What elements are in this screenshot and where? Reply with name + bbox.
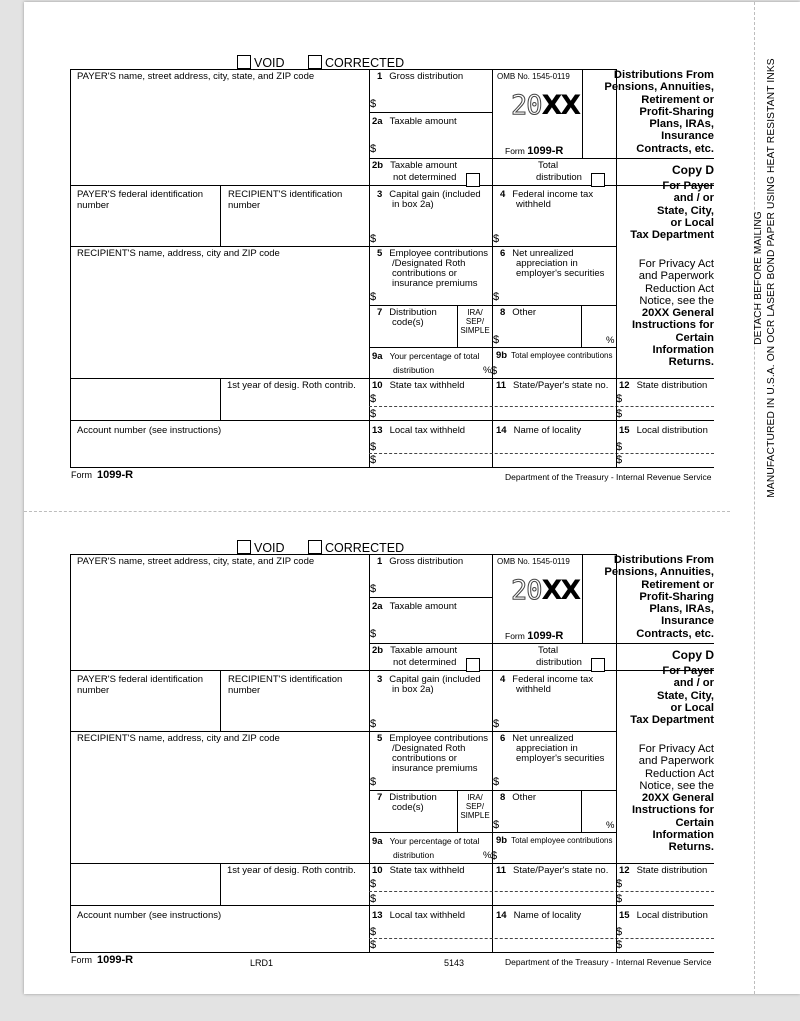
- box3-label: 3 Capital gain (included: [377, 189, 481, 200]
- omb-number: OMB No. 1545-0119: [497, 557, 570, 566]
- box5-label: 5 Employee contributions: [377, 248, 489, 259]
- box12-label: 12 State distribution: [619, 380, 708, 391]
- total-distribution-label: Total: [538, 160, 559, 171]
- box9b-dollar: $: [491, 365, 498, 377]
- rule: [70, 69, 617, 70]
- dashed-divider: [369, 938, 714, 939]
- box5-dollar: $: [370, 776, 377, 788]
- recipient-tin-label: RECIPIENT'S identification number: [228, 189, 343, 211]
- corrected-label: CORRECTED: [325, 56, 405, 70]
- box9a-label-line2: distribution: [393, 850, 435, 860]
- account-number-label: Account number (see instructions): [77, 425, 222, 436]
- recipient-name-label: RECIPIENT'S name, address, city and ZIP code: [77, 248, 280, 259]
- rule: [492, 69, 493, 467]
- rule: [70, 185, 714, 186]
- box6-label: 6 Net unrealized: [500, 733, 574, 744]
- box8-label: 8 Other: [500, 307, 537, 318]
- box5-dollar: $: [370, 291, 377, 303]
- box3-dollar: $: [370, 233, 377, 245]
- form-1099r-lower: [0, 485, 800, 985]
- box8-label: 8 Other: [500, 792, 537, 803]
- box9b-label: 9b Total employee contributions: [496, 835, 613, 846]
- box12-dollar-1: $: [616, 878, 623, 890]
- rule: [582, 554, 583, 643]
- rule: [70, 863, 714, 864]
- rule: [220, 185, 221, 246]
- rule: [220, 378, 221, 420]
- void-label: VOID: [254, 541, 285, 555]
- rule: [70, 670, 714, 671]
- rule: [70, 246, 617, 247]
- taxable-not-determined-checkbox[interactable]: [466, 173, 480, 187]
- box12-dollar-2: $: [616, 408, 623, 420]
- box15-dollar-2: $: [616, 454, 623, 466]
- box6-dollar: $: [493, 291, 500, 303]
- box13-label: 13 Local tax withheld: [372, 910, 466, 921]
- form-code-lrd: LRD1: [250, 958, 274, 968]
- box13-dollar-2: $: [370, 454, 377, 466]
- void-checkbox[interactable]: [237, 540, 251, 554]
- rule: [220, 670, 221, 731]
- account-number-label: Account number (see instructions): [77, 910, 222, 921]
- rule: [70, 731, 617, 732]
- box9a-percent: %: [483, 365, 492, 376]
- form-name-footer: Form 1099-R: [71, 469, 134, 481]
- box10-dollar-1: $: [370, 393, 377, 405]
- rule: [70, 554, 71, 952]
- box15-label: 15 Local distribution: [619, 910, 708, 921]
- void-checkbox-group[interactable]: [237, 55, 285, 70]
- box4-label-line2: withheld: [516, 684, 551, 695]
- rule: [581, 305, 582, 347]
- rule: [369, 158, 714, 159]
- form-title: Distributions From Pensions, Annuities, Retirement or Profit-Sharing Plans, IRAs, Insurance Contracts, etc.: [604, 69, 714, 155]
- rule: [70, 554, 617, 555]
- dashed-divider: [369, 453, 714, 454]
- box13-dollar-1: $: [370, 926, 377, 938]
- box8-percent: %: [606, 820, 615, 831]
- box1-label: 1 Gross distribution: [377, 71, 464, 82]
- box2a-dollar: $: [370, 143, 377, 155]
- rule: [70, 378, 714, 379]
- void-label: VOID: [254, 56, 285, 70]
- box4-label: 4 Federal income tax: [500, 189, 594, 200]
- tax-year: 20XX: [511, 575, 580, 606]
- box15-label: 15 Local distribution: [619, 425, 708, 436]
- box15-dollar-1: $: [616, 926, 623, 938]
- corrected-checkbox-group[interactable]: [308, 540, 404, 555]
- box8-dollar: $: [493, 819, 500, 831]
- total-distribution-checkbox[interactable]: [591, 173, 605, 187]
- form-code-number: 5143: [444, 958, 465, 968]
- box12-dollar-2: $: [616, 893, 623, 905]
- box3-dollar: $: [370, 718, 377, 730]
- box10-dollar-2: $: [370, 893, 377, 905]
- box12-label: 12 State distribution: [619, 865, 708, 876]
- detach-note: DETACH BEFORE MAILING: [753, 211, 764, 345]
- box9a-label: 9a Your percentage of total: [372, 351, 480, 362]
- box5-label-line3: contributions or: [392, 268, 457, 279]
- payer-name-label: PAYER'S name, street address, city, state, and ZIP code: [77, 71, 315, 82]
- form-title: Distributions From Pensions, Annuities, Retirement or Profit-Sharing Plans, IRAs, Insurance Contracts, etc.: [604, 554, 714, 640]
- taxable-not-determined-checkbox[interactable]: [466, 658, 480, 672]
- form-name-center: Form 1099-R: [505, 145, 564, 157]
- box6-dollar: $: [493, 776, 500, 788]
- box2b-label: 2b Taxable amount: [372, 160, 458, 171]
- dashed-divider: [369, 406, 714, 407]
- void-checkbox-group[interactable]: [237, 540, 285, 555]
- box9a-label-line2: distribution: [393, 365, 435, 375]
- box14-label: 14 Name of locality: [496, 425, 582, 436]
- box6-label-line2: appreciation in: [516, 258, 578, 269]
- box11-label: 11 State/Payer's state no.: [496, 380, 609, 391]
- box10-label: 10 State tax withheld: [372, 865, 465, 876]
- box10-dollar-1: $: [370, 878, 377, 890]
- void-checkbox[interactable]: [237, 55, 251, 69]
- box1-dollar: $: [370, 583, 377, 595]
- rule: [369, 112, 492, 113]
- tax-year: 20XX: [511, 90, 580, 121]
- rule: [369, 305, 617, 306]
- rule: [492, 554, 493, 952]
- rule: [581, 790, 582, 832]
- box3-label: 3 Capital gain (included: [377, 674, 481, 685]
- department-label: Department of the Treasury - Internal Revenue Service: [505, 957, 712, 967]
- box9a-percent: %: [483, 850, 492, 861]
- box7-label-line2: code(s): [392, 317, 424, 328]
- box2a-label: 2a Taxable amount: [372, 116, 457, 127]
- box2a-dollar: $: [370, 628, 377, 640]
- copy-d-recipient: For Payer and / or State, City, or Local Tax Department: [630, 665, 714, 727]
- box6-label: 6 Net unrealized: [500, 248, 574, 259]
- rule: [70, 69, 71, 467]
- corrected-label: CORRECTED: [325, 541, 405, 555]
- roth-year-label: 1st year of desig. Roth contrib.: [227, 865, 356, 876]
- box12-dollar-1: $: [616, 393, 623, 405]
- rule: [70, 952, 714, 953]
- dashed-divider: [369, 891, 714, 892]
- box1-dollar: $: [370, 98, 377, 110]
- box10-label: 10 State tax withheld: [372, 380, 465, 391]
- ira-sep-simple-label: IRA/ SEP/ SIMPLE: [460, 308, 490, 335]
- box2b-label-line2: not determined: [393, 172, 457, 183]
- rule: [369, 643, 714, 644]
- payer-name-label: PAYER'S name, street address, city, state, and ZIP code: [77, 556, 315, 567]
- manufacturing-note: MANUFACTURED IN U.S.A. ON OCR LASER BOND PAPER USING HEAT RESISTANT INKS: [766, 58, 777, 498]
- box9b-dollar: $: [491, 850, 498, 862]
- box5-label-line4: insurance premiums: [392, 278, 478, 289]
- roth-year-label: 1st year of desig. Roth contrib.: [227, 380, 356, 391]
- rule: [369, 347, 617, 348]
- box9b-label: 9b Total employee contributions: [496, 350, 613, 361]
- box3-label-line2: in box 2a): [392, 684, 434, 695]
- total-distribution-label: Total: [538, 645, 559, 656]
- box2b-label-line2: not determined: [393, 657, 457, 668]
- rule: [369, 597, 492, 598]
- corrected-checkbox[interactable]: [308, 540, 322, 554]
- form-name-footer: Form 1099-R: [71, 954, 134, 966]
- corrected-checkbox[interactable]: [308, 55, 322, 69]
- box4-dollar: $: [493, 718, 500, 730]
- copy-d-title: Copy D: [672, 163, 714, 177]
- rule: [70, 420, 714, 421]
- box9a-label: 9a Your percentage of total: [372, 836, 480, 847]
- box2a-label: 2a Taxable amount: [372, 601, 457, 612]
- box13-label: 13 Local tax withheld: [372, 425, 466, 436]
- box5-label-line2: /Designated Roth: [392, 258, 466, 269]
- form-name-center: Form 1099-R: [505, 630, 564, 642]
- box4-label-line2: withheld: [516, 199, 551, 210]
- recipient-name-label: RECIPIENT'S name, address, city and ZIP code: [77, 733, 280, 744]
- payer-tin-label: PAYER'S federal identification number: [77, 674, 204, 696]
- box4-dollar: $: [493, 233, 500, 245]
- ira-sep-simple-label: IRA/ SEP/ SIMPLE: [460, 793, 490, 820]
- instructions-reference: 20XX General Instructions for Certain Information Returns.: [631, 307, 714, 369]
- box5-label-line3: contributions or: [392, 753, 457, 764]
- box7-label-line2: code(s): [392, 802, 424, 813]
- corrected-checkbox-group[interactable]: [308, 55, 404, 70]
- privacy-act-notice: For Privacy Act and Paperwork Reduction Act Notice, see the: [638, 258, 714, 307]
- box11-label: 11 State/Payer's state no.: [496, 865, 609, 876]
- box2b-label: 2b Taxable amount: [372, 645, 458, 656]
- rule: [369, 832, 617, 833]
- department-label: Department of the Treasury - Internal Revenue Service: [505, 472, 712, 482]
- box13-dollar-1: $: [370, 441, 377, 453]
- rule: [220, 863, 221, 905]
- omb-number: OMB No. 1545-0119: [497, 72, 570, 81]
- box4-label: 4 Federal income tax: [500, 674, 594, 685]
- box13-dollar-2: $: [370, 939, 377, 951]
- rule: [369, 790, 617, 791]
- box15-dollar-1: $: [616, 441, 623, 453]
- copy-d-recipient: For Payer and / or State, City, or Local Tax Department: [630, 180, 714, 242]
- box5-label-line4: insurance premiums: [392, 763, 478, 774]
- rule: [582, 69, 583, 158]
- box8-percent: %: [606, 335, 615, 346]
- box10-dollar-2: $: [370, 408, 377, 420]
- rule: [70, 467, 714, 468]
- box3-label-line2: in box 2a): [392, 199, 434, 210]
- box8-dollar: $: [493, 334, 500, 346]
- box14-label: 14 Name of locality: [496, 910, 582, 921]
- box5-label: 5 Employee contributions: [377, 733, 489, 744]
- box6-label-line3: employer's securities: [516, 753, 605, 764]
- rule: [70, 905, 714, 906]
- box7-label: 7 Distribution: [377, 792, 437, 803]
- box7-label: 7 Distribution: [377, 307, 437, 318]
- box5-label-line2: /Designated Roth: [392, 743, 466, 754]
- form-1099r-upper: [0, 0, 800, 500]
- recipient-tin-label: RECIPIENT'S identification number: [228, 674, 343, 696]
- privacy-act-notice: For Privacy Act and Paperwork Reduction Act Notice, see the: [638, 743, 714, 792]
- total-distribution-label-line2: distribution: [536, 657, 582, 668]
- total-distribution-checkbox[interactable]: [591, 658, 605, 672]
- copy-d-title: Copy D: [672, 648, 714, 662]
- box15-dollar-2: $: [616, 939, 623, 951]
- total-distribution-label-line2: distribution: [536, 172, 582, 183]
- box6-label-line3: employer's securities: [516, 268, 605, 279]
- box6-label-line2: appreciation in: [516, 743, 578, 754]
- payer-tin-label: PAYER'S federal identification number: [77, 189, 204, 211]
- instructions-reference: 20XX General Instructions for Certain Information Returns.: [631, 792, 714, 854]
- box1-label: 1 Gross distribution: [377, 556, 464, 567]
